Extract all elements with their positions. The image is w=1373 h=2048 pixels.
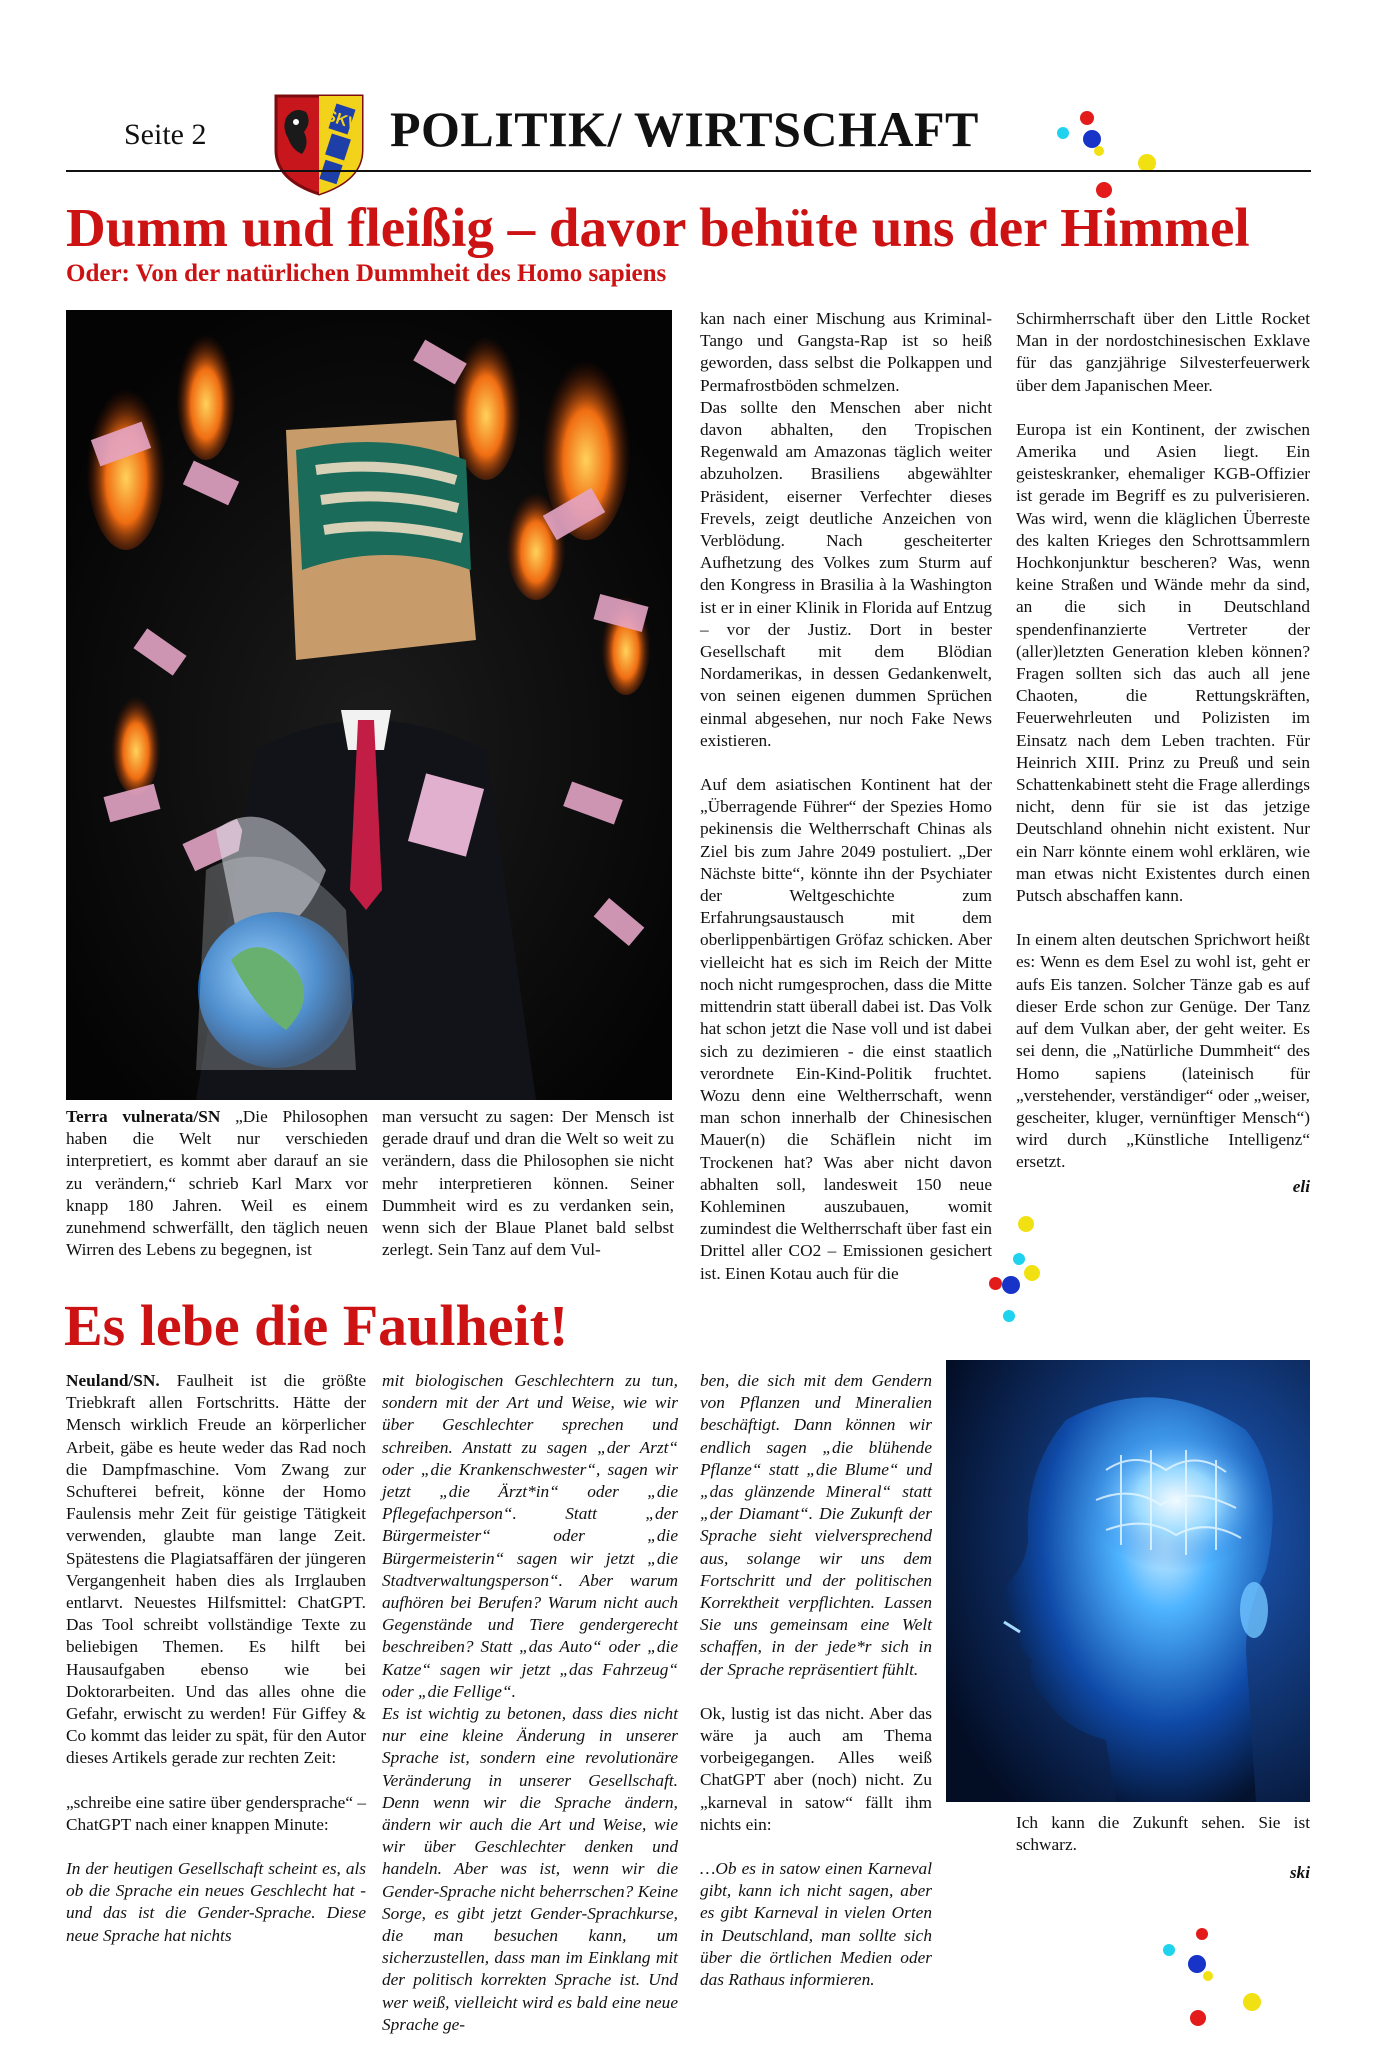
decor-dot bbox=[1188, 1955, 1206, 1973]
page-number: Seite 2 bbox=[124, 118, 207, 151]
chatgpt-text: …Ob es in satow einen Karneval gibt, kann ich nicht sagen, aber es gibt Karneval in vielen Orten in Deutschland, man sollte sich über die örtlichen Medien oder das Rathaus informieren. bbox=[700, 1859, 932, 1990]
article-text: kan nach einer Mischung aus Kriminal-Tango und Gangsta-Rap ist so heiß geworden, dass selbst die Polkappen und Permafrostböden schmelzen. Das sollte den Menschen aber nicht davon abhalten, den Tropischen Regenwald am Amazonas täglich weiter abzuholzen. Brasiliens abgewählter Präsident, eiserner Verfechter dieses Frevels, zeigt deutliche Anzeichen von Verblödung. Nach gescheiterter Aufhetzung des Volkes zum Sturm auf den Kongress in Brasilia à la Washington ist er in einer Klinik in Florida auf Entzug – vor der Justiz. Dort in bester Gesellschaft mit dem Blödian Nordamerikas, in dessen Gedankenwelt, von seinen eigenen dummen Sprüchen einmal abgesehen, nur noch Fake News existieren. bbox=[700, 309, 992, 750]
decor-dot bbox=[1018, 1216, 1034, 1232]
article-text: Auf dem asiatischen Kontinent hat der „Überragende Führer“ der Spezies Homo pekinensis die Weltherrschaft Chinas als Ziel bis zum Jahre 2049 postuliert. „Der Nächste bitte“, könnte ihn der Psychiater der Weltgeschichte zum Erfahrungsaustausch mit dem oberlippenbärtigen Gröfaz schicken. Aber vielleicht hat es sich im Reich der Mitte noch nicht rumgesprochen, dass die Mitte mittendrin statt überall dabei ist. Das Volk hat schon jetzt die Nase voll und ist dabei sich zu dezimieren - die einst staatlich verordnete Ein-Kind-Politik fruchtet. Wozu denn eine Weltherrschaft, wenn man schon innerhalb der Chinesischen Mauer(n) die Schäflein nicht im Trockenen hat? Was aber nicht davon abhalten soll, landesweit 150 neue Kohleminen auszubauen, womit zumindest die Weltherrschaft über fast ein Drittel aller CO2 – Emissionen gesichert ist. Einen Kotau auch für die bbox=[700, 775, 992, 1283]
article2-column-2 bbox=[382, 1370, 678, 2036]
headline-article-2: Es lebe die Faulheit! bbox=[64, 1293, 569, 1358]
article-text: „schreibe eine satire über gendersprache“ – ChatGPT nach einer knappen Minute: bbox=[66, 1792, 366, 1834]
author-signature: eli bbox=[1292, 1176, 1310, 1196]
decor-dot bbox=[1203, 1971, 1213, 1981]
logo-letters: SKV bbox=[323, 107, 360, 134]
decor-dot bbox=[1094, 146, 1104, 156]
article-text: „Die Philosophen haben die Welt nur verschieden interpretiert, es kommt aber darauf an sie zu verändern,“ schrieb Karl Marx vor knapp 180 Jahren. Weil es einem zunehmend schwerfällt, den täglich neuen Wirren des Lebens zu begegnen, ist bbox=[66, 1107, 369, 1260]
header-rule bbox=[66, 170, 1311, 172]
decor-dot bbox=[1024, 1265, 1040, 1281]
article2-column-3 bbox=[700, 1370, 932, 1991]
article-text: Ich kann die Zukunft sehen. Sie ist schwarz. bbox=[1016, 1813, 1310, 1855]
businessman-bag-head-globe-image bbox=[66, 310, 672, 1100]
section-title: POLITIK/ WIRTSCHAFT bbox=[390, 101, 979, 157]
decor-dot bbox=[1243, 1993, 1261, 2011]
decor-dot bbox=[1002, 1276, 1020, 1294]
article-text: man versucht zu sagen: Der Mensch ist gerade drauf und dran die Welt so weit zu verändern, dass die Philosophen sie nicht mehr interpretieren können. Seiner Dummheit wird es zu verdanken sein, wenn sich der Blaue Planet bald selbst zerlegt. Sein Tanz auf dem Vul- bbox=[382, 1107, 674, 1260]
dateline: Neuland/SN. bbox=[66, 1371, 160, 1390]
article1-column-1 bbox=[66, 1106, 368, 1261]
article-text: In einem alten deutschen Sprichwort heißt es: Wenn es dem Esel zu wohl ist, geht er aufs Eis tanzen. Solcher Tänze gab es auf dieser Erde schon zur Genüge. Der Tanz auf dem Vulkan aber, der geht weiter. Es sei denn, die „Natürliche Dummheit“ des Homo sapiens (lateinisch für „verstehender, verständiger“ oder „weiser, gescheiter, kluger, vernünftiger Mensch“) wird durch „Künstliche Intelligenz“ ersetzt. bbox=[1016, 930, 1310, 1172]
article1-column-4 bbox=[1016, 308, 1310, 1198]
article1-photo bbox=[66, 310, 672, 1100]
article2-column-4 bbox=[1016, 1812, 1310, 1885]
article-text: Europa ist ein Kontinent, der zwischen Amerika und Asien liegt. Ein geisteskranker, ehemaliger KGB-Offizier ist gerade im Begriff es zu pulverisieren. Was wird, wenn die kläglichen Überreste des kalten Krieges den Schrottsammlern Hochkonjunktur bescheren? Was, wenn keine Straßen und Wände mehr da sind, an die sich in Deutschland spendenfinanzierte Vertreter der (aller)letzten Generation kleben können? Fragen sollten sich das auch all jene Chaoten, die Rettungskräften, Feuerwehrleuten und Polizisten im Einsatz nach dem Leben trachten. Für Heinrich XIII. Prinz zu Preuß und sein Schattenkabinett steht die Frage allerdings nicht, denn für sie ist das jetzige Deutschland ohnehin nicht existent. Nur ein Narr könnte einem wohl erklären, wie man etwas nicht Existentes durch einen Putsch abschaffen kann. bbox=[1016, 419, 1310, 906]
decor-dot bbox=[1057, 127, 1069, 139]
club-logo bbox=[272, 92, 366, 196]
decor-dot bbox=[1163, 1944, 1175, 1956]
headline-article-1: Dumm und fleißig – davor behüte uns der Himmel bbox=[66, 197, 1250, 258]
decor-dot bbox=[1080, 111, 1094, 125]
author-signature: ski bbox=[1289, 1863, 1310, 1883]
decor-dot bbox=[1196, 1928, 1208, 1940]
decor-dot bbox=[1190, 2010, 1206, 2026]
article-text: Schirmherrschaft über den Little Rocket Man in der nordostchinesischen Exklave für das ganzjährige Silvesterfeuerwerk über dem Japanischen Meer. bbox=[1016, 309, 1310, 395]
subtitle-article-1: Oder: Von der natürlichen Dummheit des Homo sapiens bbox=[66, 260, 667, 287]
decor-dot bbox=[1003, 1310, 1015, 1322]
chatgpt-text: ben, die sich mit dem Gendern von Pflanzen und Mineralien beschäftigt. Dann können wir endlich sagen „die blühende Pflanze“ statt „die Blume“ und „das glänzende Mineral“ statt „der Diamant“. Die Zukunft der Sprache sieht vielversprechend aus, solange wir uns dem Fortschritt und der politischen Korrektheit verpflichten. Lassen Sie uns gemeinsam eine Welt schaffen, in der jede*r sich in der Sprache repräsentiert fühlt. bbox=[700, 1371, 932, 1679]
article2-column-1 bbox=[66, 1370, 366, 1947]
decor-dot bbox=[1013, 1253, 1025, 1265]
chatgpt-text: In der heutigen Gesellschaft scheint es, als ob die Sprache ein neues Geschlecht hat - und das ist die Gender-Sprache. Diese neue Sprache hat nichts bbox=[66, 1859, 366, 1945]
article2-photo bbox=[946, 1360, 1310, 1802]
dateline: Terra vulnerata/SN bbox=[66, 1107, 221, 1126]
glowing-brain-head-image bbox=[946, 1360, 1310, 1802]
chatgpt-text: mit biologischen Geschlechtern zu tun, sondern mit der Art und Weise, wie wir über Geschlechter sprechen und schreiben. Anstatt zu sagen „der Arzt“ oder „die Krankenschwester“, sagen wir jetzt „die Ärzt*in“ oder „die Pflegefachperson“. Statt „der Bürgermeister“ oder „die Bürgermeisterin“ sagen wir jetzt „die Stadtverwaltungsperson“. Aber warum aufhören bei Berufen? Warum nicht auch Gegenstände und Tiere gendergerecht beschreiben? Statt „das Auto“ oder „die Katze“ sagen wir jetzt „das Fahrzeug“ oder „die Fellige“. Es ist wichtig zu betonen, dass dies nicht nur eine kleine Änderung in unserer Sprache ist, sondern eine revolutionäre Veränderung in unserer Gesellschaft. Denn wenn wir die Sprache ändern, ändern wir auch die Art und Weise, wie wir über Geschlechter denken und handeln. Aber was ist, wenn wir die Gender-Sprache nicht beherrschen? Keine Sorge, es gibt jetzt Gender-Sprachkurse, die man besuchen kann, um sicherzustellen, dass man im Einklang mit der politisch korrekten Sprache ist. Und wer weiß, vielleicht wird es bald eine neue Sprache ge- bbox=[382, 1371, 678, 2034]
article1-column-3 bbox=[700, 308, 992, 1285]
article-text: Ok, lustig ist das nicht. Aber das wäre ja auch am Thema vorbeigegangen. Alles weiß ChatGPT aber (noch) nicht. Zu „karneval in satow“ fällt ihm nichts ein: bbox=[700, 1703, 932, 1834]
article1-column-2 bbox=[382, 1106, 674, 1261]
article-text: Faulheit ist die größte Triebkraft allen Fortschritts. Hätte der Mensch wirklich Freude an körperlicher Arbeit, gäbe es heute weder das Rad noch die Dampfmaschine. Vom Zwang zur Schufterei befreit, könne der Homo Faulensis mehr Zeit für geistige Tätigkeit verwenden, glaubte man lange Zeit. Spätestens die Plagiatsaffären der jüngeren Vergangenheit haben dies als Irrglauben entlarvt. Neuestes Hilfsmittel: ChatGPT. Das Tool schreibt vollständige Texte zu beliebigen Themen. Es hilft bei Hausaufgaben ebenso wie bei Doktorarbeiten. Und das alles ohne die Gefahr, erwischt zu werden! Für Giffey & Co kommt das leider zu spät, für den Autor dieses Artikels gerade zur rechten Zeit: bbox=[66, 1371, 366, 1768]
decor-dot bbox=[989, 1277, 1002, 1290]
